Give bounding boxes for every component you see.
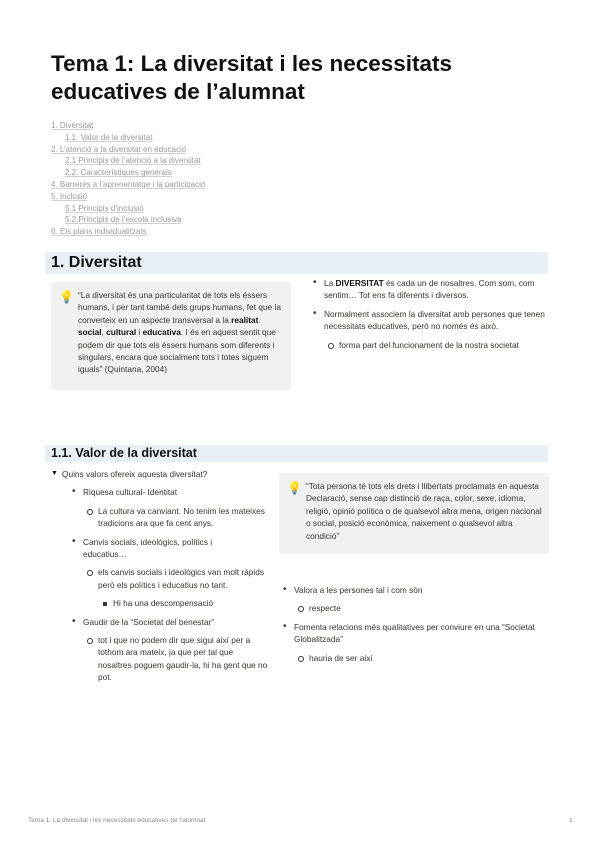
- toc-item[interactable]: 5.2.Principis de l’escola inclusiva: [65, 215, 182, 225]
- quote-callout: [51, 282, 291, 390]
- table-of-contents: [51, 120, 205, 238]
- page-number: 1: [569, 817, 573, 824]
- list-item: • Valora a les persones tal i com són: [294, 584, 550, 596]
- list-item: hauria de ser així: [309, 652, 550, 664]
- toc-item[interactable]: 2. L’atenció a la diversitat en educació: [51, 144, 187, 154]
- toc-item[interactable]: 6. Els plans individualitzats: [51, 227, 147, 237]
- list-item: • Canvis socials, ideològics, polítics i educatius…: [83, 536, 233, 561]
- footer-title: Tema 1: La diversitat i les necessitats educatives de l’alumnat: [28, 817, 206, 824]
- toc-item[interactable]: 1.1. Valor de la diversitat: [65, 132, 153, 142]
- list-item: • Riquesa cultural- Identitat: [83, 486, 266, 498]
- list-item: • Normalment associem la diversitat amb persones que tenen necessitats educatives, però no només és això.: [324, 308, 550, 333]
- toc-item[interactable]: 5. Inclusió: [51, 191, 88, 201]
- callout-text: “Tota persona té tots els drets i llibertats proclamats en aquesta Declaració, sense cap distinció de raça, color, sexe, idioma, religió, opinió política o de qualsevol altra mena, origen nacional o social, posició econòmica, naixement o qualsevol altra condició”: [306, 481, 542, 541]
- triangle-down-icon[interactable]: ▼: [51, 470, 58, 477]
- section-heading-valor: 1.1. Valor de la diversitat: [45, 445, 548, 462]
- list-item: La cultura va canviant. No tenim les mateixes tradicions ara que fa cent anys.: [98, 505, 265, 529]
- toc-item[interactable]: 2.2. Característiques generals: [65, 168, 172, 178]
- toc-item[interactable]: 5.1 Principis d’inclusió: [65, 203, 144, 213]
- list-item: • Gaudir de la “Societat del benestar”: [83, 616, 266, 628]
- callout-text: “La diversitat és una particularitat de tots els éssers humans, i per tant també dels grups humans, fet que la converteix en un aspecte transversal a la realitat social, cultural i educativa. I és en aquest sentit que podem dir que tots els éssers humans som diferents i singulars, encara que socialment tots i totes siguem iguals” (Quintana, 2004): [78, 290, 281, 375]
- toc-item[interactable]: 2.1 Principis de l’atenció a la diversitat: [65, 156, 201, 166]
- toc-item[interactable]: 4. Barreres a l’aprenentatge i la participació: [51, 179, 206, 189]
- quote-callout: [279, 473, 549, 554]
- lightbulb-icon: 💡: [287, 481, 302, 495]
- bullet-list: [324, 277, 550, 351]
- list-item: tot i que no podem dir que sigui així per a tothom ara mateix, ja que per tal que nosaltres poguem gaudir-la, hi ha gent que no pot.: [98, 635, 268, 683]
- toggle-list: [51, 468, 266, 684]
- page-title: Tema 1: La diversitat i les necessitats educatives de l’alumnat: [51, 51, 453, 104]
- bullet-list: [294, 584, 550, 664]
- list-item: • La DIVERSITAT és cada un de nosaltres. Com som, com sentim… Tot ens fa diferents i diversos.: [324, 277, 550, 302]
- toc-item[interactable]: 1. Diversitat: [51, 121, 94, 130]
- list-item: respecte: [309, 602, 550, 614]
- section-heading-diversitat: 1. Diversitat: [45, 252, 548, 274]
- toggle-header[interactable]: ▼ Quins valors ofereix aquesta diversitat?: [51, 469, 208, 479]
- lightbulb-icon: 💡: [59, 290, 74, 304]
- list-item: • Fomenta relacions més qualitatives per conviure en una “Societat Globalitzada”: [294, 621, 550, 646]
- list-item: els canvis socials i ideològics van molt ràpids però els polítics i educatius no tant.: [98, 566, 268, 591]
- list-item: Hi ha una descompensació: [113, 597, 266, 609]
- list-item: forma part del funcionament de la nostra societat: [339, 339, 550, 351]
